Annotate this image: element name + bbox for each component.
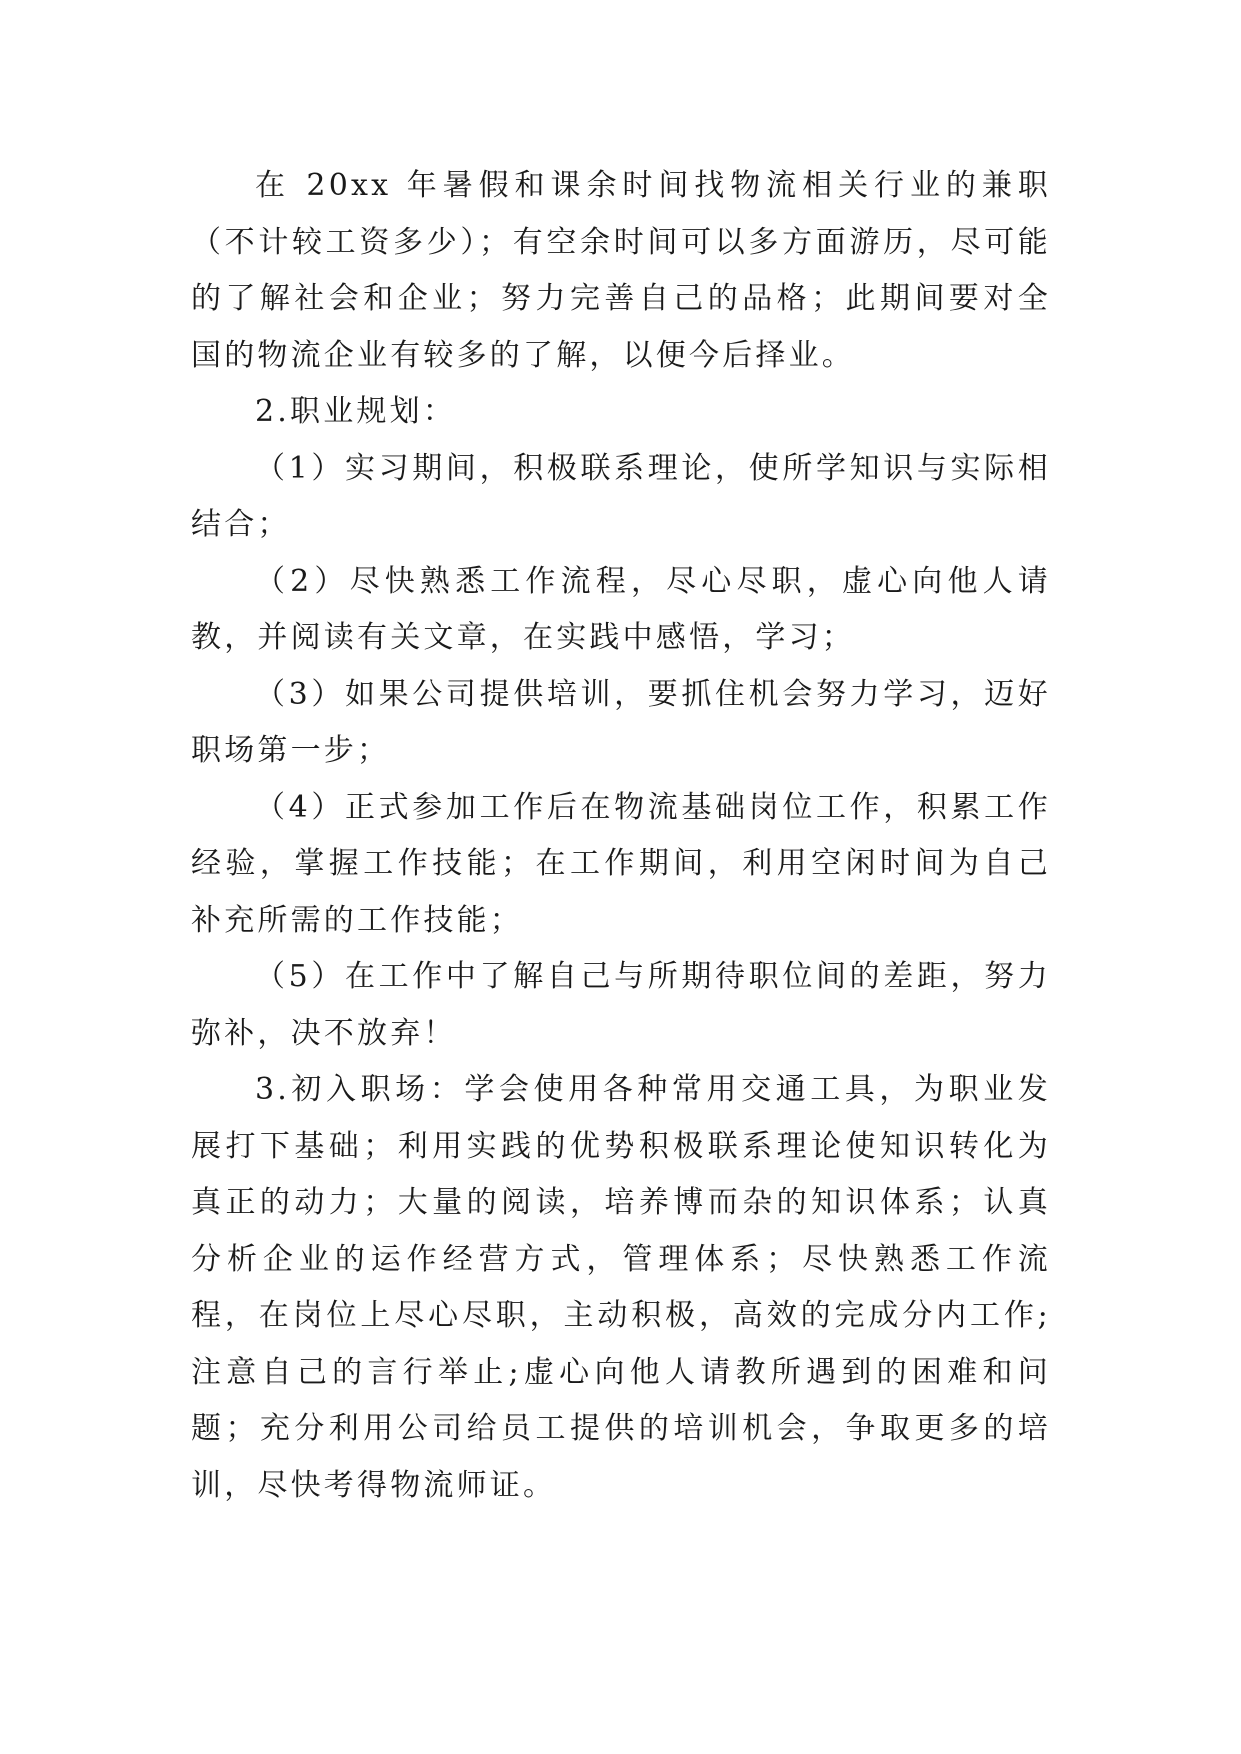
list-item-5: （5）在工作中了解自己与所期待职位间的差距，努力弥补，决不放弃！ — [191, 959, 1051, 1051]
heading-career-plan: 2.职业规划： — [255, 394, 457, 429]
document-body — [191, 158, 1051, 1514]
list-item-4: （4）正式参加工作后在物流基础岗位工作，积累工作经验，掌握工作技能；在工作期间，利用空闲时间为自己补充所需的工作技能； — [191, 789, 1051, 938]
paragraph-entering-workplace: 3.初入职场：学会使用各种常用交通工具，为职业发展打下基础；利用实践的优势积极联系理论使知识转化为真正的动力；大量的阅读，培养博而杂的知识体系；认真分析企业的运作经营方式，管理体系；尽快熟悉工作流程，在岗位上尽心尽职，主动积极，高效的完成分内工作;注意自己的言行举止;虚心向他人请教所遇到的困难和问题；充分利用公司给员工提供的培训机会，争取更多的培训，尽快考得物流师证。 — [191, 1072, 1051, 1503]
paragraph-summer-plan: 在 20xx 年暑假和课余时间找物流相关行业的兼职（不计较工资多少）；有空余时间可以多方面游历，尽可能的了解社会和企业；努力完善自己的品格；此期间要对全国的物流企业有较多的了解，以便今后择业。 — [191, 168, 1051, 373]
list-item-1: （1）实习期间，积极联系理论，使所学知识与实际相结合； — [191, 450, 1051, 542]
list-item-3: （3）如果公司提供培训，要抓住机会努力学习，迈好职场第一步； — [191, 676, 1051, 768]
list-item-2: （2）尽快熟悉工作流程，尽心尽职，虚心向他人请教，并阅读有关文章，在实践中感悟，学习； — [191, 563, 1051, 655]
